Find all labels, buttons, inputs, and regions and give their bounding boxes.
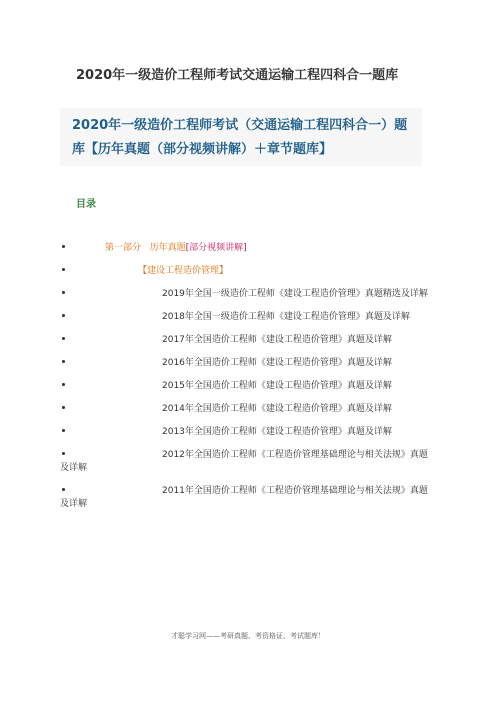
toc-entry-link[interactable]: 2012年全国造价工程师《工程造价管理基础理论与相关法规》真题及详解 (60, 450, 428, 473)
toc-entry[interactable] (60, 426, 428, 439)
toc-entry[interactable] (60, 449, 428, 475)
bullet-icon (62, 429, 65, 432)
toc-entry[interactable] (60, 403, 428, 416)
toc-part-label[interactable]: 第一部分 (105, 243, 142, 253)
toc-entry[interactable] (60, 334, 428, 347)
bullet-icon (62, 383, 65, 386)
toc-subject-item[interactable] (60, 265, 428, 278)
toc-entry-link[interactable]: 2016年全国造价工程师《建设工程造价管理》真题及详解 (162, 358, 392, 368)
bullet-icon (62, 488, 65, 491)
bullet-icon (62, 337, 65, 340)
toc-part-item[interactable] (60, 242, 428, 255)
bullet-icon (62, 360, 65, 363)
footer-note: 才聪学习网——考研真题、考资格证、考试题库！ (171, 632, 325, 640)
toc-entry-link[interactable]: 2017年全国造价工程师《建设工程造价管理》真题及详解 (162, 335, 392, 345)
document-heading: 2020年一级造价工程师考试（交通运输工程四科合一）题库【历年真题（部分视频讲解）＋章节题库】 (60, 108, 422, 166)
bullet-icon (62, 268, 65, 271)
toc-subject-link[interactable]: 【建设工程造价管理】 (138, 266, 229, 276)
toc-part-note[interactable]: [部分视频讲解] (185, 243, 247, 253)
toc-part-title[interactable]: 历年真题 (149, 243, 186, 253)
bullet-icon (62, 452, 65, 455)
toc-entry-link[interactable]: 2015年全国造价工程师《建设工程造价管理》真题及详解 (162, 381, 392, 391)
toc-entry[interactable] (60, 311, 428, 324)
toc-entry[interactable] (60, 485, 428, 511)
toc-entry[interactable] (60, 380, 428, 393)
bullet-icon (62, 245, 65, 248)
bullet-icon (62, 291, 65, 294)
toc-entry[interactable] (60, 357, 428, 370)
toc-entry-link[interactable]: 2011年全国造价工程师《工程造价管理基础理论与相关法规》真题及详解 (60, 486, 428, 509)
page-title: 2020年一级造价工程师考试交通运输工程四科合一题库 (76, 68, 399, 83)
toc-list (60, 242, 428, 521)
bullet-icon (62, 406, 65, 409)
toc-entry-link[interactable]: 2019年全国一级造价工程师《建设工程造价管理》真题精选及详解 (162, 289, 428, 299)
bullet-icon (62, 314, 65, 317)
toc-entry-link[interactable]: 2018年全国一级造价工程师《建设工程造价管理》真题及详解 (162, 312, 410, 322)
toc-entry-link[interactable]: 2013年全国造价工程师《建设工程造价管理》真题及详解 (162, 427, 392, 437)
toc-entry[interactable] (60, 288, 428, 301)
toc-label: 目录 (76, 199, 96, 210)
toc-entry-link[interactable]: 2014年全国造价工程师《建设工程造价管理》真题及详解 (162, 404, 392, 414)
